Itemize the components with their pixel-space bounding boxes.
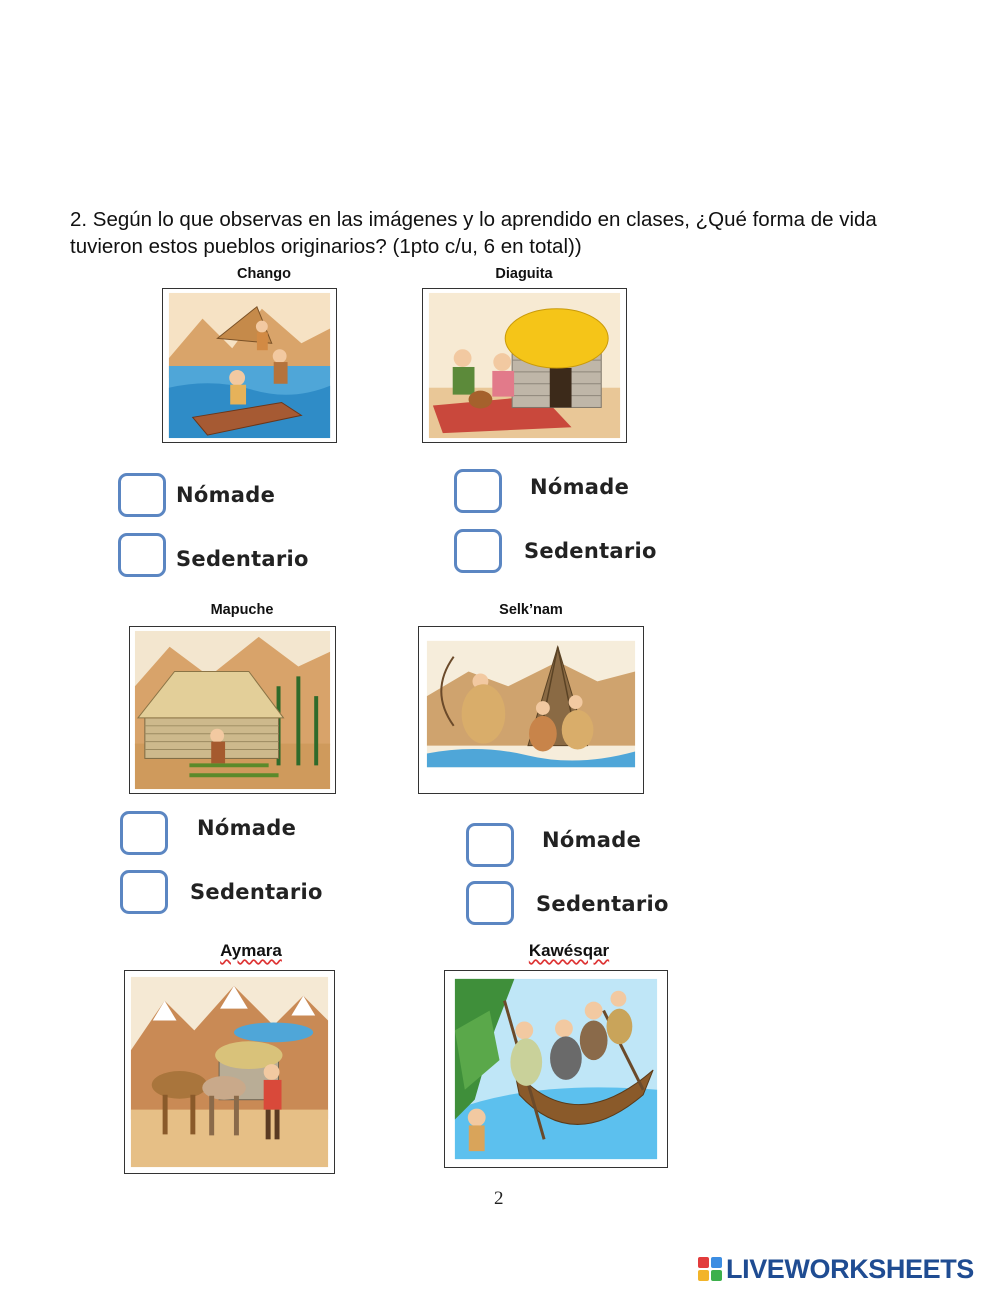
people-title-diaguita: Diaguita <box>495 266 553 282</box>
diaguita-sedentario-checkbox[interactable] <box>454 529 502 573</box>
people-title-chango: Chango <box>237 266 291 282</box>
chango-nomade-label: Nómade <box>176 483 276 507</box>
aymara-illustration <box>124 970 335 1174</box>
diaguita-illustration <box>422 288 627 443</box>
mapuche-sedentario-label: Sedentario <box>190 880 323 904</box>
diaguita-nomade-label: Nómade <box>530 475 630 499</box>
chango-sedentario-checkbox[interactable] <box>118 533 166 577</box>
page-number: 2 <box>494 1188 504 1209</box>
selknam-sedentario-checkbox[interactable] <box>466 881 514 925</box>
diaguita-nomade-checkbox[interactable] <box>454 469 502 513</box>
mapuche-sedentario-checkbox[interactable] <box>120 870 168 914</box>
question-text: 2. Según lo que observas en las imágenes y lo aprendido en clases, ¿Qué forma de vida tuvieron estos pueblos originarios? (1pto c/u, 6 en total)) <box>70 208 877 258</box>
people-title-mapuche: Mapuche <box>210 602 274 618</box>
chango-sedentario-label: Sedentario <box>176 547 309 571</box>
kawesqar-illustration <box>444 970 668 1168</box>
selknam-nomade-checkbox[interactable] <box>466 823 514 867</box>
people-title-selknam: Selk’nam <box>499 602 563 618</box>
brand-name: LIVEWORKSHEETS <box>726 1253 974 1284</box>
liveworksheets-logo-icon <box>698 1257 722 1281</box>
chango-nomade-checkbox[interactable] <box>118 473 166 517</box>
mapuche-nomade-checkbox[interactable] <box>120 811 168 855</box>
chango-illustration <box>162 288 337 443</box>
diaguita-sedentario-label: Sedentario <box>524 539 657 563</box>
selknam-nomade-label: Nómade <box>542 828 642 852</box>
liveworksheets-brand <box>698 1254 974 1284</box>
people-title-kawesqar: Kawésqar <box>528 941 610 960</box>
selknam-illustration <box>418 626 644 794</box>
people-title-aymara: Aymara <box>220 941 282 960</box>
mapuche-nomade-label: Nómade <box>197 816 297 840</box>
mapuche-illustration <box>129 626 336 794</box>
selknam-sedentario-label: Sedentario <box>536 892 669 916</box>
